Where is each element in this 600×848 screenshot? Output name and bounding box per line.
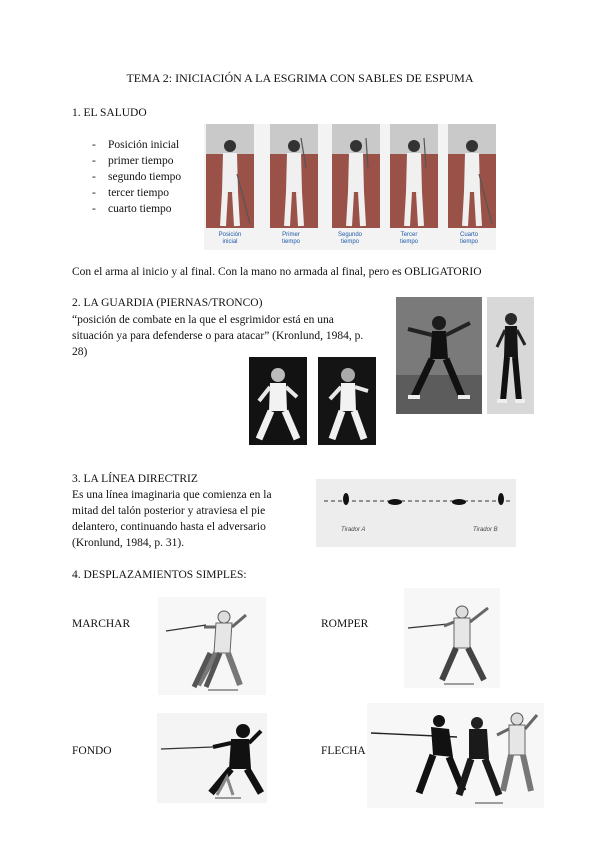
guard-definition-line: “posición de combate en la que el esgrimidor está en una	[72, 314, 334, 326]
list-item: - segundo tiempo	[92, 169, 181, 185]
caption-tercer-tiempo: Tercer tiempo	[399, 232, 418, 245]
salute-frame	[332, 124, 380, 228]
directriz-definition-line: (Kronlund, 1984, p. 31).	[72, 537, 185, 549]
section-4-heading: 4. DESPLAZAMIENTOS SIMPLES:	[72, 569, 247, 581]
directriz-definition-line: mitad del talón posterior y atraviesa el pie	[72, 505, 266, 517]
caption-segundo-tiempo: Segundo tiempo	[337, 232, 363, 245]
guard-photo-fencer-front	[249, 357, 307, 445]
label-marchar: MARCHAR	[72, 618, 131, 630]
caption-cuarto-tiempo: Cuarto tiempo	[459, 232, 478, 245]
marchar-illustration	[158, 597, 266, 695]
directriz-diagram	[316, 479, 516, 547]
label-fondo: FONDO	[72, 745, 112, 757]
label-flecha: FLECHA	[321, 745, 366, 757]
salute-frame	[206, 124, 254, 228]
guard-photo-woman-front	[396, 297, 482, 414]
page-title: TEMA 2: INICIACIÓN A LA ESGRIMA CON SABLES DE ESPUMA	[126, 71, 474, 85]
directriz-definition-line: delantero, continuando hasta el adversario	[72, 521, 266, 533]
list-item: - Posición inicial	[92, 137, 181, 153]
caption-posicion-inicial: Posición inicial	[218, 232, 242, 245]
section-1-heading: 1. EL SALUDO	[72, 107, 147, 119]
directriz-definition-line: Es una línea imaginaria que comienza en la	[72, 489, 272, 501]
salute-frame	[270, 124, 318, 228]
label-tirador-a: Tirador A	[341, 527, 366, 533]
guard-definition-line: situación ya para defenderse o para atacar” (Kronlund, 1984, p.	[72, 330, 364, 342]
caption-primer-tiempo: Primer tiempo	[281, 232, 300, 245]
flecha-illustration	[367, 703, 544, 808]
romper-illustration	[404, 588, 500, 688]
list-item: - primer tiempo	[92, 153, 181, 169]
list-item: - cuarto tiempo	[92, 201, 181, 217]
salute-frame	[390, 124, 438, 228]
label-tirador-b: Tirador B	[473, 527, 498, 533]
salute-note: Con el arma al inicio y al final. Con la mano no armada al final, pero es OBLIGATORIO	[72, 266, 482, 278]
section-2-heading: 2. LA GUARDIA (PIERNAS/TRONCO)	[72, 297, 263, 309]
salute-frame	[448, 124, 496, 228]
section-3-heading: 3. LA LÍNEA DIRECTRIZ	[72, 473, 198, 485]
label-romper: ROMPER	[321, 618, 369, 630]
list-item: - tercer tiempo	[92, 185, 181, 201]
guard-photo-woman-side	[487, 297, 534, 414]
guard-definition-line: 28)	[72, 346, 88, 358]
guard-photo-fencer-side	[318, 357, 376, 445]
fondo-illustration	[157, 713, 267, 803]
salute-steps-list	[92, 137, 181, 217]
